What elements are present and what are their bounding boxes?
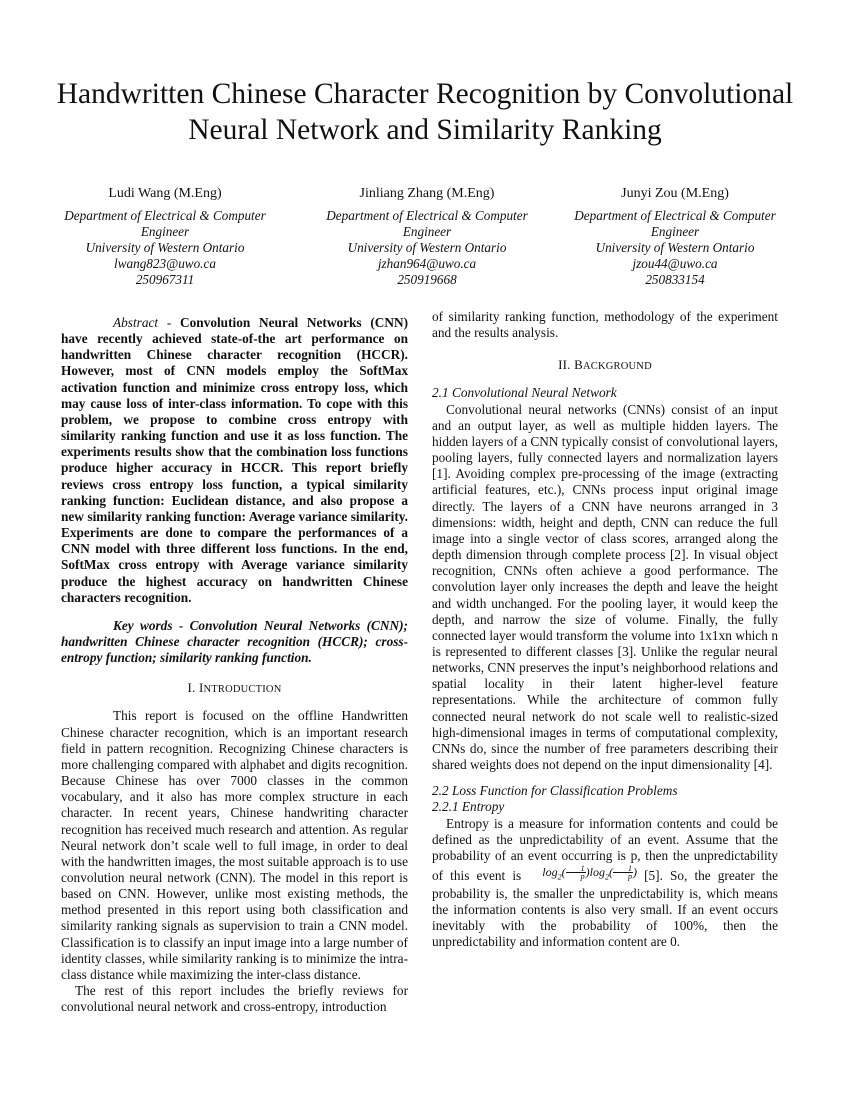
author-email: lwang823@uwo.ca bbox=[114, 256, 216, 271]
abstract bbox=[61, 315, 408, 606]
author-dept-cont: Engineer bbox=[402, 224, 452, 239]
author-dept-cont: Engineer bbox=[650, 224, 700, 239]
cnn-paragraph: Convolutional neural networks (CNNs) consist of an input and an output layer, as well as multiple hidden layers. The hidden layers of a CNN typically consist of convolutional layers, pooling layers, fully connected layers and normalization layers [1]. Avoiding complex pre-processing of the image (extracting artificial features, etc.), CNNs process input original image directly. The layers of a CNN have neurons arranged in 3 dimensions: width, height and depth, CNN can reduce the full image into a single vector of class scores, arranged along the depth dimension through complete process [2]. In visual object recognition, CNNs often achieve a good performance. The convolution layer only increases the depth and leave the height and width unchanged. For the pooling layer, it would keep the depth, and narrow the size of volume. Finally, the fully connected layer would transform the volume into 1x1xn which n is represented to different classes [3]. Unlike the regular neural networks, CNN preserves the input’s neighborhood relations and spatial locality in their latent higher-level feature representations. While the architecture of common fully connected neural network do not scale well to realistic-sized high-dimensional images in terms of computational complexity, CNNs do, since the number of free parameters describing their shared weights does not depend on the input dimensionality [4]. bbox=[432, 401, 778, 773]
abstract-label: Abstract - bbox=[113, 315, 172, 330]
author-university: University of Western Ontario bbox=[595, 240, 755, 255]
author-name: Jinliang Zhang (M.Eng) bbox=[359, 186, 495, 201]
right-column bbox=[432, 309, 778, 950]
author-university: University of Western Ontario bbox=[347, 240, 507, 255]
author-student-id: 250919668 bbox=[397, 272, 457, 287]
section-heading-introduction: I. INTRODUCTION bbox=[187, 680, 282, 696]
entropy-paragraph: Entropy is a measure for information contents and could be defined as the unpredictability of an event. Assume that the probability of an event occurring is p, then the unpredictability of this event is $\log_2$( $\frac{1}{p}$ )$\log_2$( $\frac{1}{p}$ ) [5]. So, the greater the probability is, the smaller the unpredictability is, which means the information contents is also very small. If an event occurs inevitably with the probability of 100%, then the unpredictability and information content are 0. bbox=[432, 815, 778, 950]
author-dept-cont: Engineer bbox=[140, 224, 190, 239]
intro-paragraph-1: This report is focused on the offline Handwritten Chinese character recognition, which is an important research field in pattern recognition. Recognizing Chinese characters is more challenging compared with alphabet and digits recognition. Because Chinese has over 7000 classes in the common vocabulary, and it also has more complex structure in each character. In recent years, Chinese handwriting character recognition has received much research and attention. As regular Neural network don’t scale well to full image, in order to deal with the handwritten images, the most suitable approach is to use convolution neural network (CNN). The model in this report is based on CNN. However, unlike most existing methods, the method presented in this report using both classification and similarity ranking signals as supervision to train a CNN model. Classification is to classify an input image into a large number of identity classes, while similarity ranking is to minimize the intra-class distance while maximizing the inter-class distance. bbox=[61, 708, 408, 982]
subsection-2-2-1-heading: 2.2.1 Entropy bbox=[432, 799, 505, 815]
subsection-2-1-heading: 2.1 Convolutional Neural Network bbox=[432, 385, 617, 401]
author-dept: Department of Electrical & Computer bbox=[574, 208, 776, 223]
author-student-id: 250967311 bbox=[135, 272, 195, 287]
author-dept: Department of Electrical & Computer bbox=[326, 208, 528, 223]
author-name: Ludi Wang (M.Eng) bbox=[108, 186, 222, 201]
section-heading-background: II. BACKGROUND bbox=[558, 357, 652, 373]
author-student-id: 250833154 bbox=[645, 272, 705, 287]
author-email: jzhan964@uwo.ca bbox=[377, 256, 477, 271]
author-3 bbox=[550, 186, 800, 288]
log-formula: $\log_2$( $\frac{1}{p}$ )$\log_2$( $\frac{1}{p}$ ) bbox=[542, 864, 637, 882]
keywords: Key words - Convolution Neural Networks (CNN); handwritten Chinese character recognition (HCCR); cross-entropy function; similarity ranking function. bbox=[61, 617, 408, 666]
subsection-2-2-heading: 2.2 Loss Function for Classification Problems bbox=[432, 783, 678, 799]
author-name: Junyi Zou (M.Eng) bbox=[621, 186, 729, 201]
intro-continuation: of similarity ranking function, methodology of the experiment and the results analysis. bbox=[432, 309, 778, 341]
author-dept: Department of Electrical & Computer bbox=[64, 208, 266, 223]
abstract-text: Convolution Neural Networks (CNN) have recently achieved state-of-the art performance on handwritten Chinese character recognition (HCCR). However, most of CNN models employ the SoftMax activation function and minimize cross entropy loss, which may cause loss of inter-class information. To cope with this problem, we propose to combine cross entropy with similarity ranking function and use it as loss function. The experiments results show that the combination loss functions produce higher accuracy in HCCR. This report briefly reviews cross entropy loss function, a typical similarity ranking function: Euclidean distance, and also propose a new similarity ranking function: Average variance similarity. Experiments are done to compare the performances of a CNN model with three different loss functions. In the end, SoftMax cross entropy with Average variance similarity produce the highest accuracy on handwritten Chinese characters recognition. bbox=[61, 315, 409, 605]
intro-paragraph-2: The rest of this report includes the briefly reviews for convolutional neural network and cross-entropy, introduction bbox=[61, 983, 408, 1015]
author-2 bbox=[302, 186, 552, 288]
left-column bbox=[61, 315, 408, 1015]
author-1 bbox=[40, 186, 290, 288]
author-email: jzou44@uwo.ca bbox=[632, 256, 718, 271]
paper-title: Handwritten Chinese Character Recognition by Convolutional Neural Network and Similarity Ranking bbox=[56, 78, 794, 146]
author-university: University of Western Ontario bbox=[85, 240, 245, 255]
